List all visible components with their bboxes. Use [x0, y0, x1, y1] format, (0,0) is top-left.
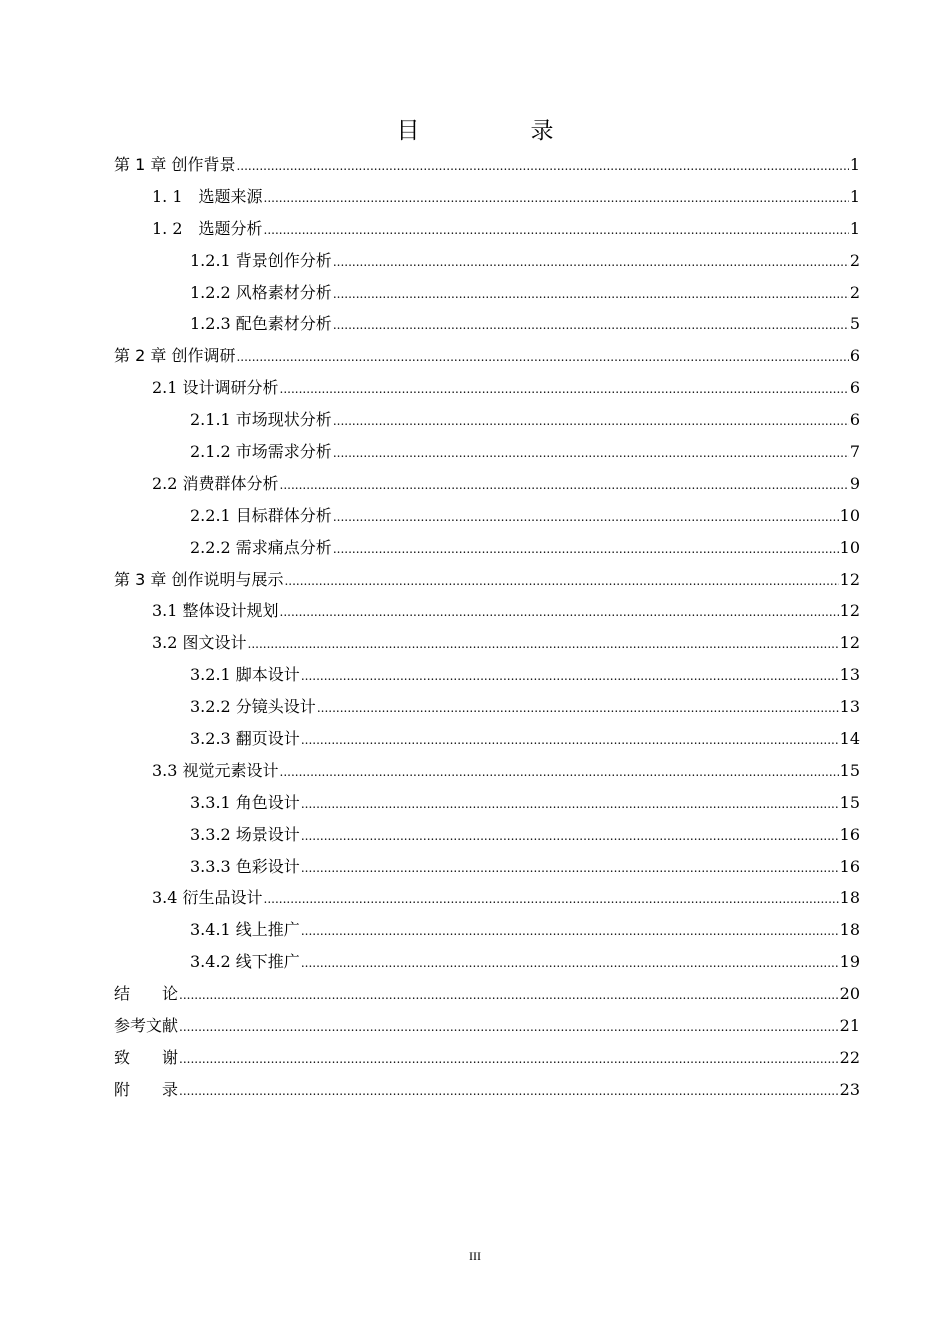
toc-entry-label: 2.2 消费群体分析: [152, 473, 279, 493]
toc-entry-page: 16: [839, 824, 860, 844]
toc-entry-page: 5: [849, 314, 860, 334]
toc-entry-label: 3.3.3 色彩设计: [190, 856, 300, 876]
toc-entry-page: 16: [839, 856, 860, 876]
toc-entry[interactable]: [114, 404, 860, 436]
toc-entry-label: 3.2 图文设计: [152, 633, 247, 653]
toc-entry-label: 附 录: [114, 1079, 179, 1099]
toc-entry-label: 第 1 章 创作背景: [114, 155, 236, 174]
toc-leader-dots: [333, 310, 849, 342]
toc-list: [114, 149, 860, 1106]
toc-entry-label: 2.1 设计调研分析: [152, 378, 279, 398]
toc-entry-page: 10: [839, 537, 860, 557]
toc-entry[interactable]: [114, 946, 860, 978]
toc-entry-page: 6: [849, 346, 860, 366]
toc-leader-dots: [179, 1044, 839, 1076]
toc-leader-dots: [179, 980, 839, 1012]
toc-entry-page: 1: [849, 218, 860, 238]
toc-entry[interactable]: [114, 532, 860, 564]
toc-leader-dots: [301, 821, 839, 853]
toc-leader-dots: [264, 183, 849, 215]
toc-leader-dots: [333, 534, 839, 566]
toc-entry-label: 2.1.1 市场现状分析: [190, 410, 332, 430]
toc-leader-dots: [280, 597, 839, 629]
toc-entry-label: 2.1.2 市场需求分析: [190, 442, 332, 462]
toc-entry-label: 1.2.3 配色素材分析: [190, 314, 332, 334]
toc-entry-page: 12: [839, 569, 860, 589]
toc-entry-label: 3.1 整体设计规划: [152, 601, 279, 621]
toc-leader-dots: [179, 1012, 839, 1044]
toc-leader-dots: [264, 215, 849, 247]
toc-entry[interactable]: [114, 819, 860, 851]
toc-entry-label: 1. 1 选题来源: [152, 186, 263, 206]
toc-entry[interactable]: [114, 436, 860, 468]
toc-leader-dots: [317, 693, 839, 725]
toc-entry-page: 10: [839, 505, 860, 525]
toc-entry-label: 第 2 章 创作调研: [114, 346, 236, 366]
toc-entry-label: 3.3 视觉元素设计: [152, 760, 279, 780]
toc-entry-page: 14: [839, 729, 860, 749]
toc-leader-dots: [301, 661, 839, 693]
toc-entry[interactable]: [114, 277, 860, 309]
toc-leader-dots: [301, 789, 839, 821]
toc-entry[interactable]: [114, 755, 860, 787]
toc-entry-page: 18: [839, 920, 860, 940]
toc-entry[interactable]: [114, 340, 860, 372]
toc-leader-dots: [284, 566, 838, 598]
toc-entry[interactable]: [114, 372, 860, 404]
toc-entry[interactable]: [114, 723, 860, 755]
toc-entry[interactable]: [114, 245, 860, 277]
page-number: III: [469, 1249, 481, 1263]
toc-leader-dots: [280, 374, 849, 406]
toc-entry[interactable]: [114, 500, 860, 532]
toc-leader-dots: [333, 406, 849, 438]
toc-leader-dots: [333, 247, 849, 279]
toc-leader-dots: [301, 916, 839, 948]
toc-leader-dots: [301, 725, 839, 757]
toc-entry-label: 3.3.2 场景设计: [190, 824, 300, 844]
toc-entry-page: 20: [839, 984, 860, 1004]
toc-entry-label: 2.2.2 需求痛点分析: [190, 537, 332, 557]
toc-leader-dots: [280, 757, 839, 789]
toc-entry-page: 6: [849, 410, 860, 430]
toc-leader-dots: [280, 470, 849, 502]
toc-entry-label: 3.2.1 脚本设计: [190, 665, 300, 685]
toc-entry[interactable]: [114, 914, 860, 946]
toc-title: 目 录: [396, 118, 598, 144]
toc-entry-page: 6: [849, 378, 860, 398]
toc-leader-dots: [333, 438, 849, 470]
toc-entry-label: 参考文献: [114, 1016, 179, 1036]
toc-leader-dots: [236, 342, 848, 374]
toc-entry[interactable]: [114, 595, 860, 627]
toc-entry[interactable]: [114, 564, 860, 596]
toc-entry[interactable]: [114, 978, 860, 1010]
toc-entry-label: 3.2.3 翻页设计: [190, 729, 300, 749]
toc-entry[interactable]: [114, 1042, 860, 1074]
toc-entry[interactable]: [114, 181, 860, 213]
toc-entry-page: 15: [839, 760, 860, 780]
toc-entry-label: 结 论: [114, 984, 179, 1004]
toc-entry-page: 12: [839, 601, 860, 621]
toc-entry-label: 第 3 章 创作说明与展示: [114, 569, 284, 589]
toc-entry-page: 23: [839, 1079, 860, 1099]
toc-leader-dots: [236, 151, 848, 183]
toc-leader-dots: [248, 629, 839, 661]
toc-entry[interactable]: [114, 213, 860, 245]
toc-entry[interactable]: [114, 787, 860, 819]
toc-entry-label: 3.4.1 线上推广: [190, 920, 300, 940]
toc-entry[interactable]: [114, 627, 860, 659]
toc-leader-dots: [264, 884, 839, 916]
toc-entry[interactable]: [114, 1074, 860, 1106]
toc-entry-label: 1.2.2 风格素材分析: [190, 282, 332, 302]
toc-entry[interactable]: [114, 882, 860, 914]
toc-entry-page: 2: [849, 282, 860, 302]
toc-leader-dots: [301, 948, 839, 980]
toc-entry-label: 3.3.1 角色设计: [190, 792, 300, 812]
toc-entry[interactable]: [114, 691, 860, 723]
toc-entry-label: 1.2.1 背景创作分析: [190, 250, 332, 270]
toc-entry-page: 2: [849, 250, 860, 270]
toc-entry-page: 13: [839, 697, 860, 717]
toc-entry-label: 3.2.2 分镜头设计: [190, 697, 316, 717]
toc-entry-page: 9: [849, 473, 860, 493]
toc-entry[interactable]: [114, 149, 860, 181]
toc-entry-page: 12: [839, 633, 860, 653]
toc-entry[interactable]: [114, 468, 860, 500]
toc-entry[interactable]: [114, 308, 860, 340]
toc-leader-dots: [179, 1076, 839, 1108]
toc-leader-dots: [301, 853, 839, 885]
toc-entry-label: 1. 2 选题分析: [152, 218, 263, 238]
toc-entry-page: 1: [849, 186, 860, 206]
toc-entry-label: 致 谢: [114, 1047, 179, 1067]
toc-entry-page: 18: [839, 888, 860, 908]
toc-entry-page: 21: [839, 1016, 860, 1036]
toc-entry[interactable]: [114, 659, 860, 691]
toc-entry-label: 2.2.1 目标群体分析: [190, 505, 332, 525]
toc-entry-page: 1: [849, 155, 860, 174]
toc-entry-page: 22: [839, 1047, 860, 1067]
toc-entry-page: 19: [839, 952, 860, 972]
toc-entry-page: 7: [849, 442, 860, 462]
toc-entry-page: 13: [839, 665, 860, 685]
toc-entry-label: 3.4.2 线下推广: [190, 952, 300, 972]
toc-entry[interactable]: [114, 851, 860, 883]
toc-leader-dots: [333, 502, 839, 534]
toc-entry[interactable]: [114, 1010, 860, 1042]
toc-entry-label: 3.4 衍生品设计: [152, 888, 263, 908]
toc-entry-page: 15: [839, 792, 860, 812]
toc-leader-dots: [333, 279, 849, 311]
